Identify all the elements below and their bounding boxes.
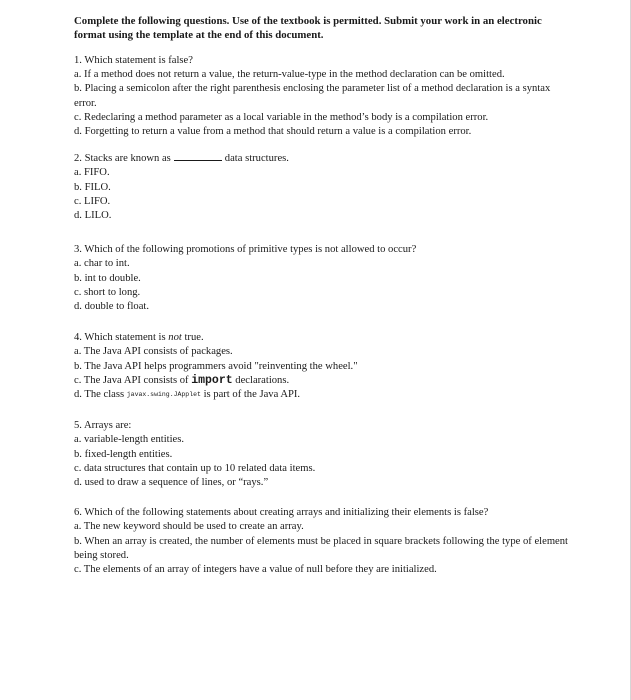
answer-blank — [174, 151, 222, 161]
question-5-option-b: b. fixed-length entities. — [74, 448, 173, 460]
question-4-stem-end: true. — [184, 332, 204, 344]
question-5-option-c: c. data structures that contain up to 10 related data items. — [74, 462, 316, 474]
question-2-stem-end: data structures. — [224, 153, 289, 165]
question-2-option-d: d. LILO. — [74, 210, 112, 222]
import-keyword: import — [191, 373, 233, 387]
question-4-option-c-start: c. The Java API consists of — [74, 374, 189, 386]
question-2-option-c: c. LIFO. — [74, 195, 111, 207]
question-2 — [74, 151, 569, 223]
question-6-option-c: c. The elements of an array of integers have a value of null before they are initialized. — [74, 564, 437, 576]
question-6-option-b: b. When an array is created, the number of elements must be placed in square brackets following the type of element being stored. — [74, 535, 569, 561]
question-6-option-a: a. The new keyword should be used to create an array. — [74, 521, 304, 533]
question-1 — [74, 54, 569, 139]
question-4-stem-emphasis: not — [168, 332, 182, 344]
instructions-header: Complete the following questions. Use of the textbook is permitted. Submit your work in an electronic format using the template at the end of this document. — [74, 15, 542, 41]
document-content — [74, 15, 569, 591]
question-4-option-d-start: d. The class — [74, 389, 125, 401]
question-4-option-d-end: is part of the Java API. — [203, 389, 301, 401]
question-3-option-c: c. short to long. — [74, 286, 141, 298]
question-5-stem: 5. Arrays are: — [74, 420, 132, 432]
question-4-stem-start: 4. Which statement is — [74, 332, 166, 344]
question-4-stem — [74, 331, 569, 345]
question-2-stem — [74, 151, 569, 166]
question-3-option-b: b. int to double. — [74, 272, 141, 284]
question-5-option-a: a. variable-length entities. — [74, 434, 185, 446]
question-1-option-a: a. If a method does not return a value, the return-value-type in the method declaration can be omitted. — [74, 69, 505, 81]
question-1-option-c: c. Redeclaring a method parameter as a local variable in the method’s body is a compilation error. — [74, 111, 489, 123]
question-4 — [74, 331, 569, 402]
question-2-option-a: a. FIFO. — [74, 167, 110, 179]
question-4-option-b: b. The Java API helps programmers avoid "reinventing the wheel." — [74, 360, 358, 372]
question-3-option-d: d. double to float. — [74, 301, 150, 313]
question-3 — [74, 243, 569, 314]
question-1-option-d: d. Forgetting to return a value from a method that should return a value is a compilation error. — [74, 126, 472, 138]
question-5-option-d: d. used to draw a sequence of lines, or “rays.” — [74, 477, 269, 489]
question-3-stem: 3. Which of the following promotions of primitive types is not allowed to occur? — [74, 244, 417, 256]
question-4-option-a: a. The Java API consists of packages. — [74, 346, 233, 358]
question-1-option-b: b. Placing a semicolon after the right parenthesis enclosing the parameter list of a method declaration is a syntax error. — [74, 83, 551, 109]
question-5 — [74, 419, 569, 490]
question-2-option-b: b. FILO. — [74, 181, 111, 193]
question-3-option-a: a. char to int. — [74, 258, 130, 270]
question-4-option-c — [74, 374, 569, 388]
question-6-stem: 6. Which of the following statements about creating arrays and initializing their elements is false? — [74, 507, 489, 519]
question-6 — [74, 506, 569, 577]
japplet-class-name: javax.swing.JApplet — [126, 391, 201, 399]
question-4-option-c-end: declarations. — [235, 374, 290, 386]
question-4-option-d — [74, 388, 569, 402]
question-1-stem: 1. Which statement is false? — [74, 55, 193, 66]
question-2-stem-start: 2. Stacks are known as — [74, 153, 171, 165]
